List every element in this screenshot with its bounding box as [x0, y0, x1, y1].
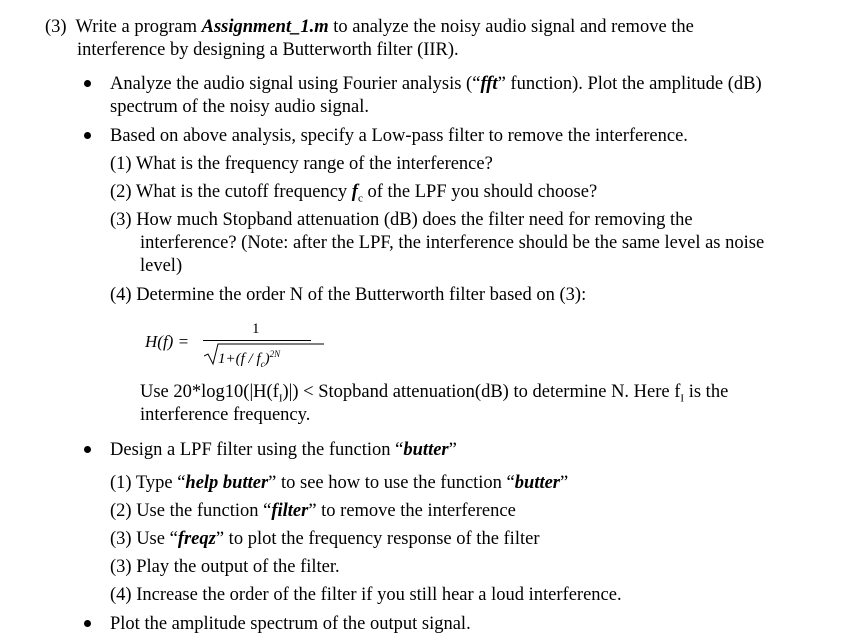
- question-text-post: to analyze the noisy audio signal and remove the: [328, 17, 694, 37]
- fft-function-name: fft: [480, 74, 498, 94]
- bullet-3-step-1: [110, 472, 568, 495]
- bullet-1-text-post: ” function). Plot the amplitude (dB): [497, 74, 762, 94]
- bullet-3-step-3: [110, 528, 539, 551]
- formula-den-text: 1+(f / f: [218, 351, 261, 367]
- butter-function-name: butter: [403, 440, 449, 460]
- freqz-function-name: freqz: [177, 529, 216, 549]
- bullet-2-sub-3-line-2: interference? (Note: after the LPF, the interference should be the same level as noise: [140, 233, 765, 253]
- sub-2-text-pre: (2) What is the cutoff frequency: [110, 182, 352, 202]
- bullet-3-step-5: (4) Increase the order of the filter if you still hear a loud interference.: [110, 585, 622, 605]
- formula-exponent: 2N: [269, 349, 281, 359]
- step-2-post: ” to remove the interference: [308, 501, 516, 521]
- bullet-1-marker: [84, 80, 91, 87]
- step-3-pre: (3) Use “: [110, 529, 178, 549]
- bullet-3-step-4: (3) Play the output of the filter.: [110, 557, 340, 577]
- use-text-1: Use 20*log10(|H(f: [140, 382, 279, 402]
- butter-function-ref: butter: [514, 473, 561, 493]
- fc-subscript: c: [357, 192, 363, 205]
- butterworth-formula: [140, 318, 340, 368]
- step-3-post: ” to plot the frequency response of the filter: [215, 529, 540, 549]
- bullet-1-text-pre: Analyze the audio signal using Fourier analysis (“: [110, 74, 481, 94]
- bullet-3-step-2: [110, 500, 516, 523]
- bullet-2-sub-3-line-1: (3) How much Stopband attenuation (dB) does the filter need for removing the: [110, 210, 693, 230]
- question-line-2: interference by designing a Butterworth filter (IIR).: [77, 40, 459, 60]
- formula-den-close: ): [264, 351, 270, 367]
- bullet-2-sub-2: [110, 181, 597, 211]
- use-text-3: is the: [684, 382, 729, 402]
- bullet-3-marker: [84, 446, 91, 453]
- bullet-3-line-1: [110, 439, 457, 462]
- bullet-2-line-1: Based on above analysis, specify a Low-pass filter to remove the interference.: [110, 126, 688, 146]
- bullet-3-text-post: ”: [448, 440, 457, 460]
- question-number: (3): [45, 17, 67, 37]
- step-1-mid: ” to see how to use the function “: [268, 473, 515, 493]
- program-filename: Assignment_1.m: [201, 17, 329, 37]
- question-text-pre: Write a program: [75, 17, 202, 37]
- fraction-bar: [203, 340, 311, 341]
- bullet-2-sub-1: (1) What is the frequency range of the interference?: [110, 154, 493, 174]
- help-butter-command: help butter: [185, 473, 269, 493]
- bullet-1-line-1: [110, 73, 762, 96]
- step-1-pre: (1) Type “: [110, 473, 186, 493]
- use-text-2: )|) < Stopband attenuation(dB) to determine N. Here f: [282, 382, 681, 402]
- step-2-pre: (2) Use the function “: [110, 501, 272, 521]
- bullet-4-line-1: Plot the amplitude spectrum of the output signal.: [110, 614, 471, 634]
- fc-symbol: f: [351, 182, 358, 202]
- use-line-2: interference frequency.: [140, 405, 311, 425]
- bullet-1-line-2: spectrum of the noisy audio signal.: [110, 97, 369, 117]
- bullet-2-sub-3-line-3: level): [140, 256, 183, 276]
- step-1-post: ”: [560, 473, 569, 493]
- filter-function-name: filter: [271, 501, 309, 521]
- sub-2-text-post: of the LPF you should choose?: [362, 182, 598, 202]
- formula-lhs: H(f) =: [145, 332, 190, 351]
- formula-numerator: 1: [252, 321, 260, 337]
- formula-denominator: [218, 343, 280, 376]
- bullet-2-marker: [84, 132, 91, 139]
- bullet-2-sub-4: (4) Determine the order N of the Butterworth filter based on (3):: [110, 285, 587, 305]
- use-sub-2: I: [680, 392, 685, 405]
- bullet-3-text-pre: Design a LPF filter using the function “: [110, 440, 404, 460]
- formula-den-sub: c: [260, 359, 265, 369]
- use-sub-1: I: [278, 392, 283, 405]
- question-line-1: [45, 16, 694, 39]
- bullet-4-marker: [84, 620, 91, 627]
